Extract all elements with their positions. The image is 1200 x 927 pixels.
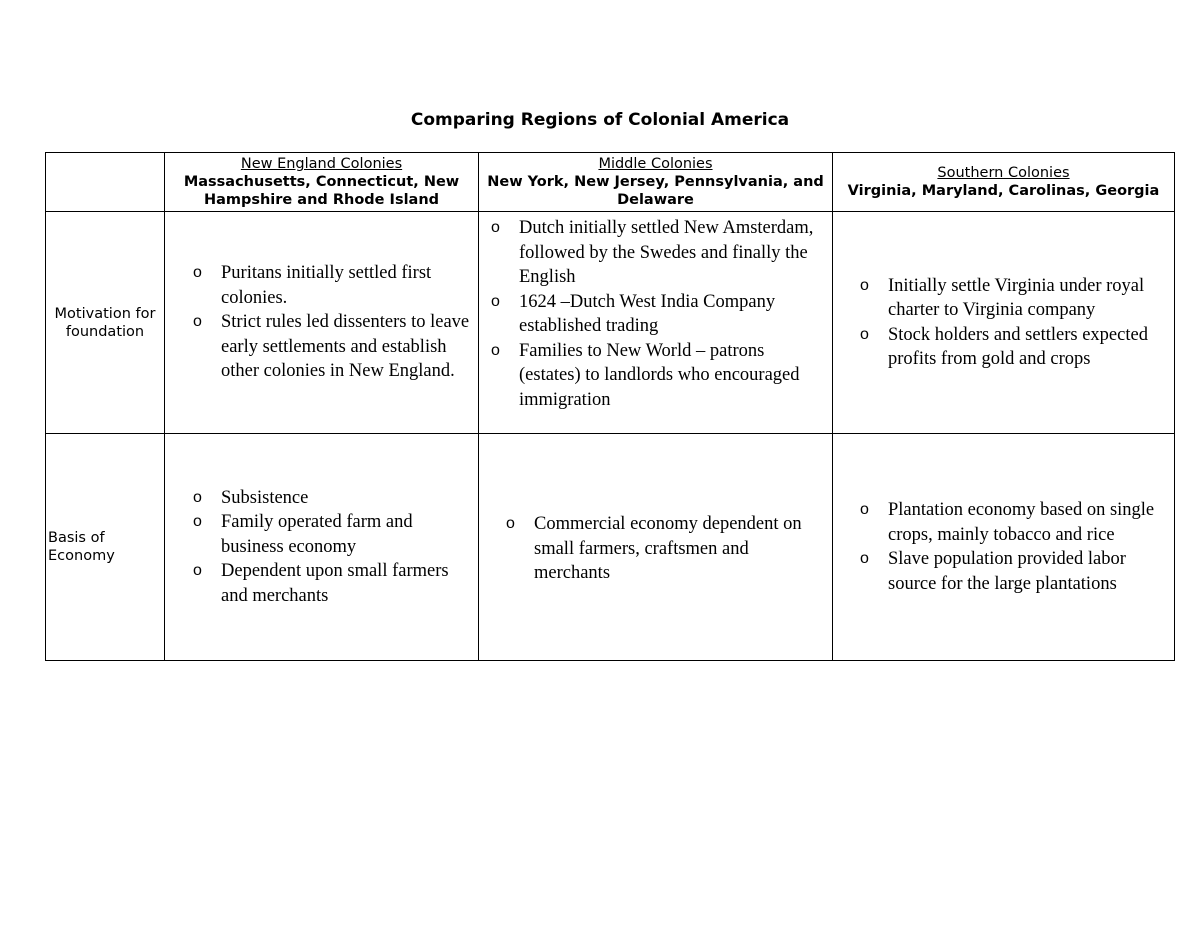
bullet-marker-icon: o [860, 501, 869, 518]
bullet-marker-icon: o [193, 313, 202, 331]
header-middle [479, 153, 833, 212]
region-states-new-england: Massachusetts, Connecticut, New Hampshire and Rhode Island [183, 174, 460, 208]
bullet-marker-icon: o [506, 515, 515, 532]
bullet-text: Families to New World – patrons (estates) to landlords who encouraged immigration [519, 340, 800, 410]
bullet-marker-icon: o [860, 325, 869, 343]
bullet-marker-icon: o [193, 488, 202, 506]
bullet-item [860, 323, 1168, 372]
bullet-marker-icon: o [491, 219, 500, 236]
region-states-middle: New York, New Jersey, Pennsylvania, and Delaware [487, 174, 824, 208]
region-name-new-england: New England Colonies [240, 156, 403, 172]
bullet-item [193, 310, 472, 384]
table-header-row [46, 153, 1175, 212]
bullet-marker-icon: o [193, 513, 202, 531]
bullet-marker-icon: o [491, 292, 500, 310]
bullet-text: Dutch initially settled New Amsterdam, followed by the Swedes and finally the English [519, 218, 814, 287]
bullet-item [860, 547, 1170, 596]
bullet-list [506, 512, 826, 586]
table-row-economy [46, 434, 1175, 661]
bullet-marker-icon: o [193, 264, 202, 282]
bullet-item [193, 486, 472, 511]
bullet-item [491, 339, 826, 413]
row-label-economy: Basis of Economy [46, 434, 165, 661]
header-new-england [165, 153, 479, 212]
bullet-list [491, 216, 826, 412]
region-states-southern: Virginia, Maryland, Carolinas, Georgia [847, 183, 1160, 199]
bullet-list [860, 498, 1170, 596]
cell-new-england-economy [165, 434, 479, 661]
header-southern [833, 153, 1175, 212]
bullet-item [860, 274, 1168, 323]
bullet-marker-icon: o [860, 550, 869, 567]
bullet-item [491, 216, 826, 290]
row-label-motivation: Motivation for foundation [46, 212, 165, 434]
bullet-marker-icon: o [491, 341, 500, 359]
bullet-text: Commercial economy dependent on small farmers, craftsmen and merchants [534, 514, 802, 583]
bullet-item [491, 290, 826, 339]
cell-southern-motivation [833, 212, 1175, 434]
bullet-marker-icon: o [193, 562, 202, 580]
header-empty-cell [46, 153, 165, 212]
bullet-text: Strict rules led dissenters to leave early settlements and establish other colonies in New England. [221, 312, 470, 382]
bullet-list [193, 486, 472, 609]
cell-middle-motivation [479, 212, 833, 434]
comparison-table [45, 152, 1175, 661]
bullet-text: Stock holders and settlers expected profits from gold and crops [888, 324, 1148, 369]
bullet-text: Plantation economy based on single crops, mainly tobacco and rice [888, 500, 1155, 545]
bullet-text: Dependent upon small farmers and merchants [221, 561, 449, 606]
bullet-list [193, 261, 472, 384]
bullet-list [860, 274, 1168, 372]
bullet-marker-icon: o [860, 276, 869, 294]
cell-new-england-motivation [165, 212, 479, 434]
document-title: Comparing Regions of Colonial America [410, 110, 790, 130]
cell-southern-economy [833, 434, 1175, 661]
table-row-motivation [46, 212, 1175, 434]
bullet-text: Initially settle Virginia under royal charter to Virginia company [888, 275, 1145, 320]
bullet-item [506, 512, 826, 586]
bullet-text: Subsistence [221, 487, 309, 508]
cell-middle-economy [479, 434, 833, 661]
bullet-item [193, 261, 472, 310]
bullet-text: Slave population provided labor source for the large plantations [888, 549, 1126, 594]
bullet-text: Puritans initially settled first colonies. [221, 263, 432, 308]
bullet-item [193, 510, 472, 559]
bullet-item [860, 498, 1170, 547]
bullet-text: 1624 –Dutch West India Company established trading [519, 291, 776, 336]
region-name-southern: Southern Colonies [937, 165, 1070, 181]
bullet-text: Family operated farm and business economy [221, 512, 413, 557]
bullet-item [193, 559, 472, 608]
region-name-middle: Middle Colonies [598, 156, 713, 172]
